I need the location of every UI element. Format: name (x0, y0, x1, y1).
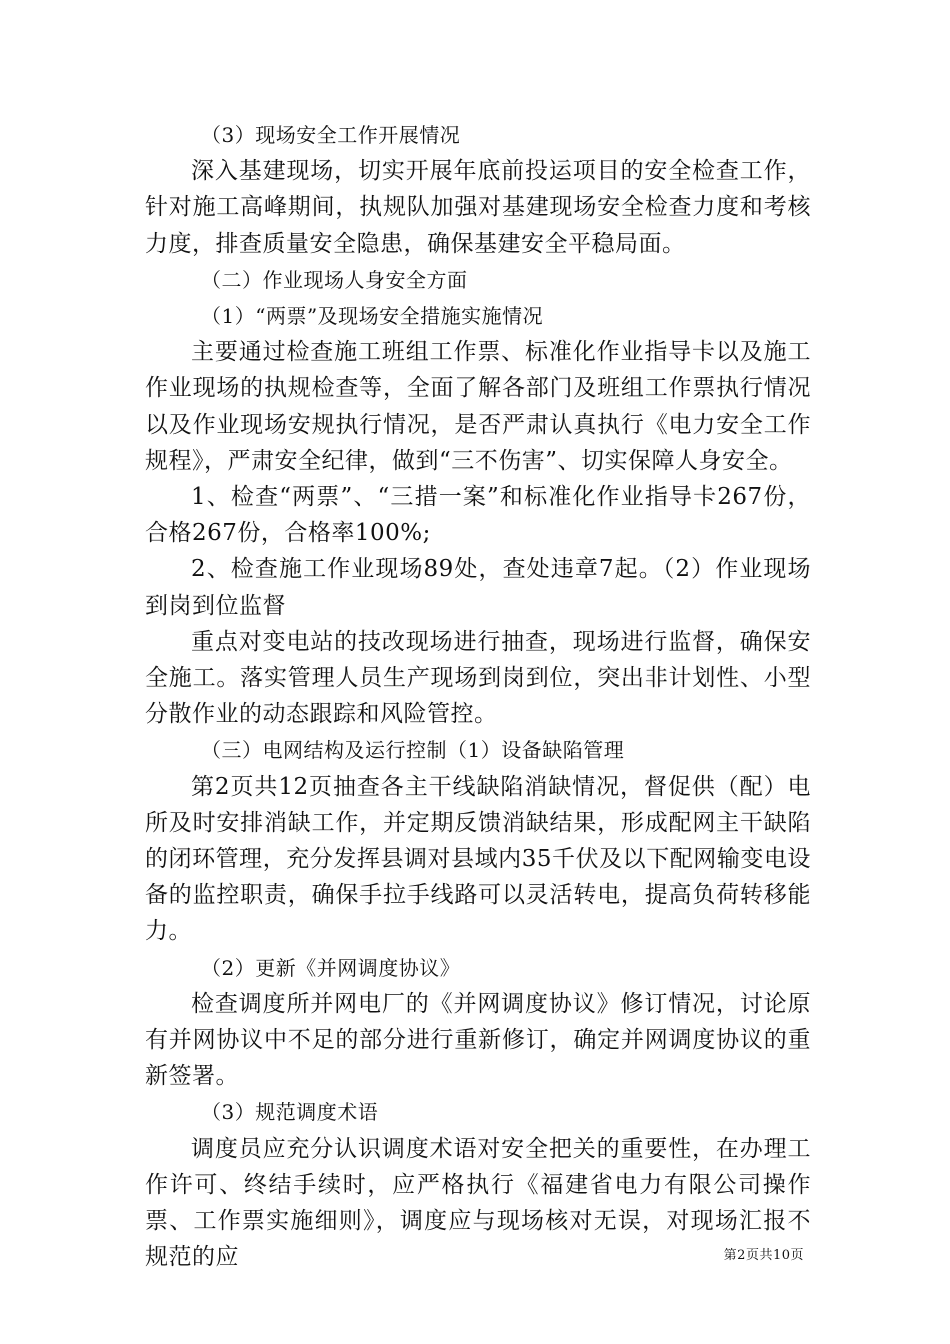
body-paragraph: 检查调度所并网电厂的《并网调度协议》修订情况，讨论原有并网协议中不足的部分进行重新修订，确定并网调度协议的重新签署。 (145, 990, 811, 1090)
page-number-footer: 第2页共10页 (723, 1248, 804, 1263)
section-heading: （2）更新《并网调度协议》 (201, 955, 461, 980)
section-heading: （1）“两票”及现场安全措施实施情况 (201, 304, 544, 329)
body-paragraph: 2、检查施工作业现场89处，查处违章7起。（2）作业现场到岗到位监督 (145, 556, 811, 619)
body-paragraph: 深入基建现场，切实开展年底前投运项目的安全检查工作，针对施工高峰期间，执规队加强对基建现场安全检查力度和考核力度，排查质量安全隐患，确保基建安全平稳局面。 (145, 158, 811, 257)
body-paragraph: 第2页共12页抽查各主干线缺陷消缺情况，督促供（配）电所及时安排消缺工作，并定期反馈消缺结果，形成配网主干缺陷的闭环管理，充分发挥县调对县域内35千伏及以下配网输变电设备的监控职责，确保手拉手线路可以灵活转电，提高负荷转移能力。 (145, 773, 811, 945)
section-heading: （3）规范调度术语 (201, 1100, 379, 1125)
body-paragraph: 1、检查“两票”、“三措一案”和标准化作业指导卡267份，合格267份，合格率100%; (145, 484, 811, 547)
section-heading: （二）作业现场人身安全方面 (201, 267, 468, 292)
body-paragraph: 调度员应充分认识调度术语对安全把关的重要性，在办理工作许可、终结手续时，应严格执行《福建省电力有限公司操作票、工作票实施细则》，调度应与现场核对无误，对现场汇报不规范的应 (145, 1135, 811, 1271)
body-paragraph: 主要通过检查施工班组工作票、标准化作业指导卡以及施工作业现场的执规检查等，全面了解各部门及班组工作票执行情况以及作业现场安规执行情况，是否严肃认真执行《电力安全工作规程》，严肃安全纪律，做到“三不伤害”、切实保障人身安全。 (145, 339, 811, 474)
document-body (145, 117, 811, 1276)
section-heading: （三）电网结构及运行控制（1）设备缺陷管理 (201, 738, 625, 763)
section-heading: （3）现场安全工作开展情况 (201, 123, 461, 147)
body-paragraph: 重点对变电站的技改现场进行抽查，现场进行监督，确保安全施工。落实管理人员生产现场到岗到位，突出非计划性、小型分散作业的动态跟踪和风险管控。 (145, 628, 811, 728)
